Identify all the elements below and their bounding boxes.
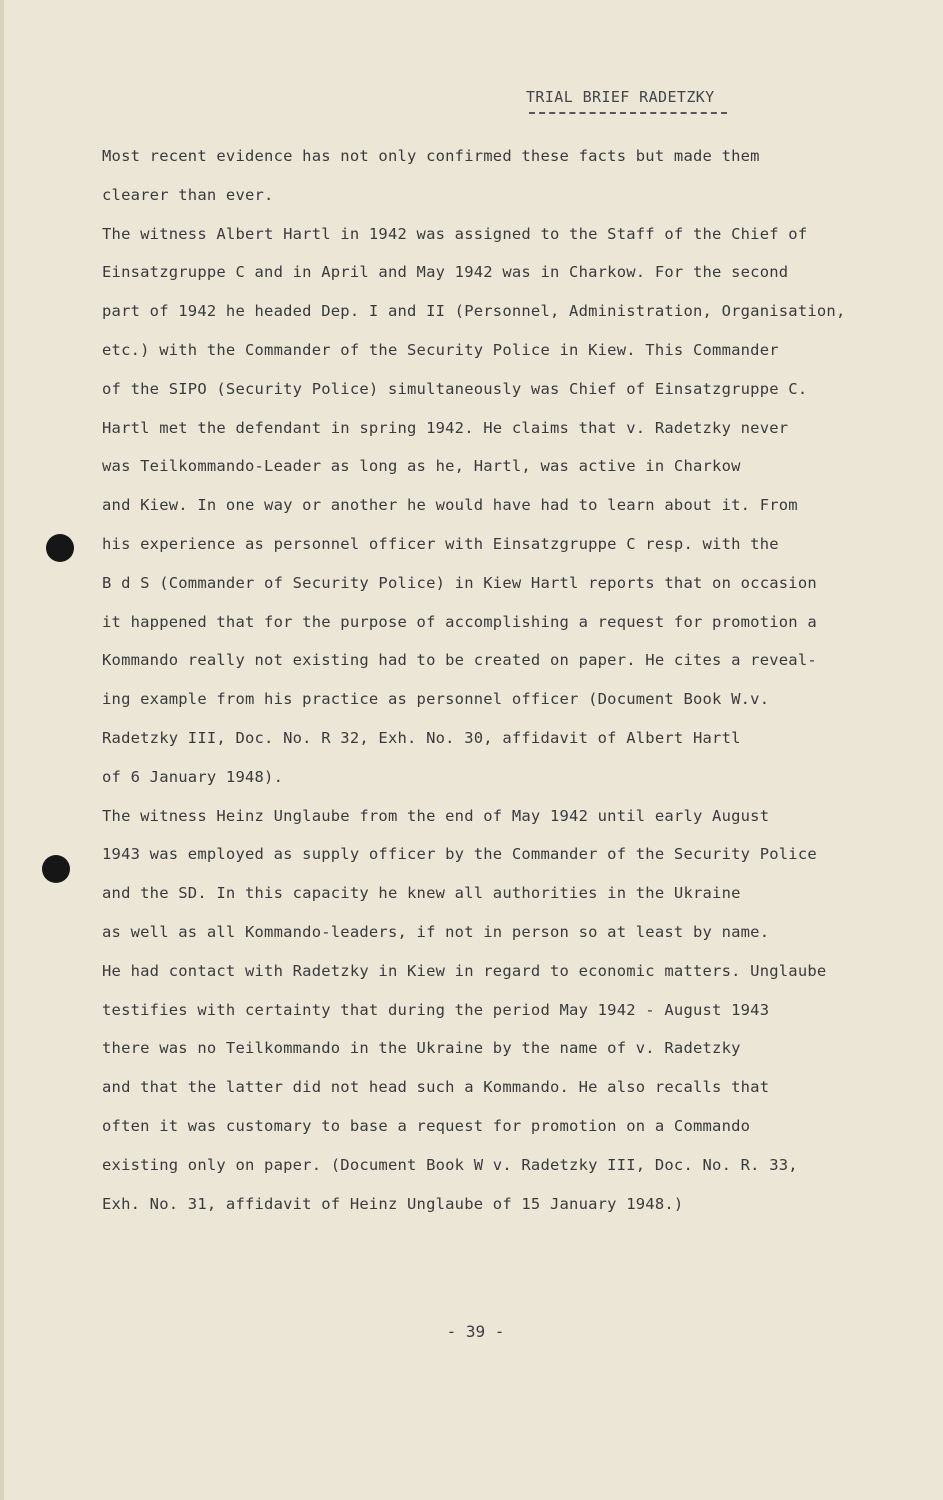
punch-hole-lower: [42, 855, 70, 883]
text-line: Most recent evidence has not only confirmed these facts but made them: [102, 147, 760, 165]
text-line: existing only on paper. (Document Book W v. Radetzky III, Doc. No. R. 33,: [102, 1155, 798, 1174]
text-line: and Kiew. In one way or another he would have had to learn about it. From: [102, 496, 798, 515]
page-number: - 39 -: [446, 1322, 505, 1341]
text-line: it happened that for the purpose of accomplishing a request for promotion a: [102, 612, 817, 631]
text-line: clearer than ever.: [102, 185, 274, 204]
text-line: Einsatzgruppe C and in April and May 1942 was in Charkow. For the second: [102, 263, 789, 282]
text-line: his experience as personnel officer with Einsatzgruppe C resp. with the: [102, 534, 779, 553]
text-line: and the SD. In this capacity he knew all authorities in the Ukraine: [102, 884, 741, 903]
text-line: as well as all Kommando-leaders, if not in person so at least by name.: [102, 922, 770, 941]
text-line: Exh. No. 31, affidavit of Heinz Unglaube of 15 January 1948.): [102, 1194, 684, 1213]
text-line: testifies with certainty that during the period May 1942 - August 1943: [102, 1000, 770, 1019]
text-line: of 6 January 1948).: [102, 767, 284, 786]
text-line: Kommando really not existing had to be created on paper. He cites a reveal-: [102, 651, 817, 670]
text-line: The witness Albert Hartl in 1942 was assigned to the Staff of the Chief of: [102, 224, 808, 243]
text-line: and that the latter did not head such a Kommando. He also recalls that: [102, 1078, 770, 1097]
document-body: [102, 143, 902, 1229]
text-line: 1943 was employed as supply officer by the Commander of the Security Police: [102, 845, 817, 864]
text-line: of the SIPO (Security Police) simultaneously was Chief of Einsatzgruppe C.: [102, 379, 808, 398]
text-line: was Teilkommando-Leader as long as he, Hartl, was active in Charkow: [102, 457, 741, 476]
document-header: TRIAL BRIEF RADETZKY: [526, 88, 715, 106]
text-line: Radetzky III, Doc. No. R 32, Exh. No. 30, affidavit of Albert Hartl: [102, 728, 741, 747]
text-line: B d S (Commander of Security Police) in Kiew Hartl reports that on occasion: [102, 573, 817, 592]
punch-hole-upper: [46, 534, 74, 562]
text-line: etc.) with the Commander of the Security Police in Kiew. This Commander: [102, 340, 779, 359]
text-line: part of 1942 he headed Dep. I and II (Personnel, Administration, Organisation,: [102, 302, 846, 321]
text-line: there was no Teilkommando in the Ukraine by the name of v. Radetzky: [102, 1039, 741, 1058]
text-line: He had contact with Radetzky in Kiew in regard to economic matters. Unglaube: [102, 961, 827, 980]
text-line: ing example from his practice as personnel officer (Document Book W.v.: [102, 690, 770, 709]
text-line: often it was customary to base a request for promotion on a Commando: [102, 1116, 751, 1135]
text-line: Hartl met the defendant in spring 1942. He claims that v. Radetzky never: [102, 418, 789, 437]
text-line: The witness Heinz Unglaube from the end of May 1942 until early August: [102, 806, 770, 825]
header-underline: [529, 112, 727, 114]
